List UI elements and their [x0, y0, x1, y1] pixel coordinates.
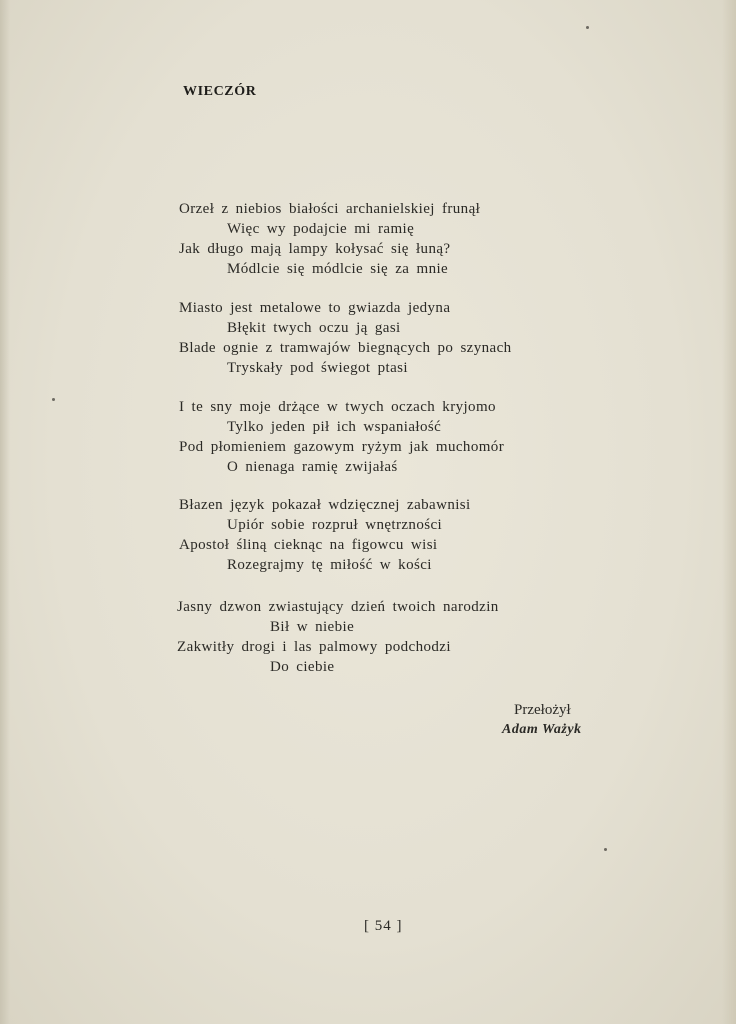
poem-line: Upiór sobie rozpruł wnętrzności — [227, 517, 443, 533]
poem-line: Apostoł śliną cieknąc na figowcu wisi — [179, 537, 438, 553]
translator-name: Adam Ważyk — [502, 722, 582, 737]
translator-label: Przełożył — [514, 702, 571, 718]
poem-line: Rozegrajmy tę miłość w kości — [227, 557, 432, 573]
poem-line: O nienaga ramię zwijałaś — [227, 459, 398, 475]
paper-speck — [52, 398, 55, 401]
paper-speck — [604, 848, 607, 851]
poem-line: Do ciebie — [270, 659, 335, 675]
poem-line: Jasny dzwon zwiastujący dzień twoich narodzin — [177, 599, 499, 615]
page-right-edge-shadow — [722, 0, 736, 1024]
poem-line: Blade ognie z tramwajów biegnących po szynach — [179, 340, 512, 356]
poem-line: Błazen język pokazał wdzięcznej zabawnisi — [179, 497, 471, 513]
poem-line: Zakwitły drogi i las palmowy podchodzi — [177, 639, 451, 655]
poem-line: Bił w niebie — [270, 619, 355, 635]
poem-line: Jak długo mają lampy kołysać się łuną? — [179, 241, 451, 257]
poem-title: WIECZÓR — [183, 84, 257, 99]
poem-line: Tryskały pod świegot ptasi — [227, 360, 408, 376]
poem-line: Tylko jeden pił ich wspaniałość — [227, 419, 442, 435]
poem-line: Błękit twych oczu ją gasi — [227, 320, 401, 336]
paper-speck — [586, 26, 589, 29]
poem-line: Więc wy podajcie mi ramię — [227, 221, 415, 237]
poem-line: I te sny moje drżące w twych oczach kryjomo — [179, 399, 496, 415]
poem-line: Pod płomieniem gazowym ryżym jak muchomór — [179, 439, 505, 455]
page-number: [ 54 ] — [364, 918, 403, 934]
poem-line: Miasto jest metalowe to gwiazda jedyna — [179, 300, 451, 316]
page-left-edge-shadow — [0, 0, 10, 1024]
poem-line: Orzeł z niebios białości archanielskiej frunął — [179, 201, 481, 217]
poem-line: Módlcie się módlcie się za mnie — [227, 261, 449, 277]
